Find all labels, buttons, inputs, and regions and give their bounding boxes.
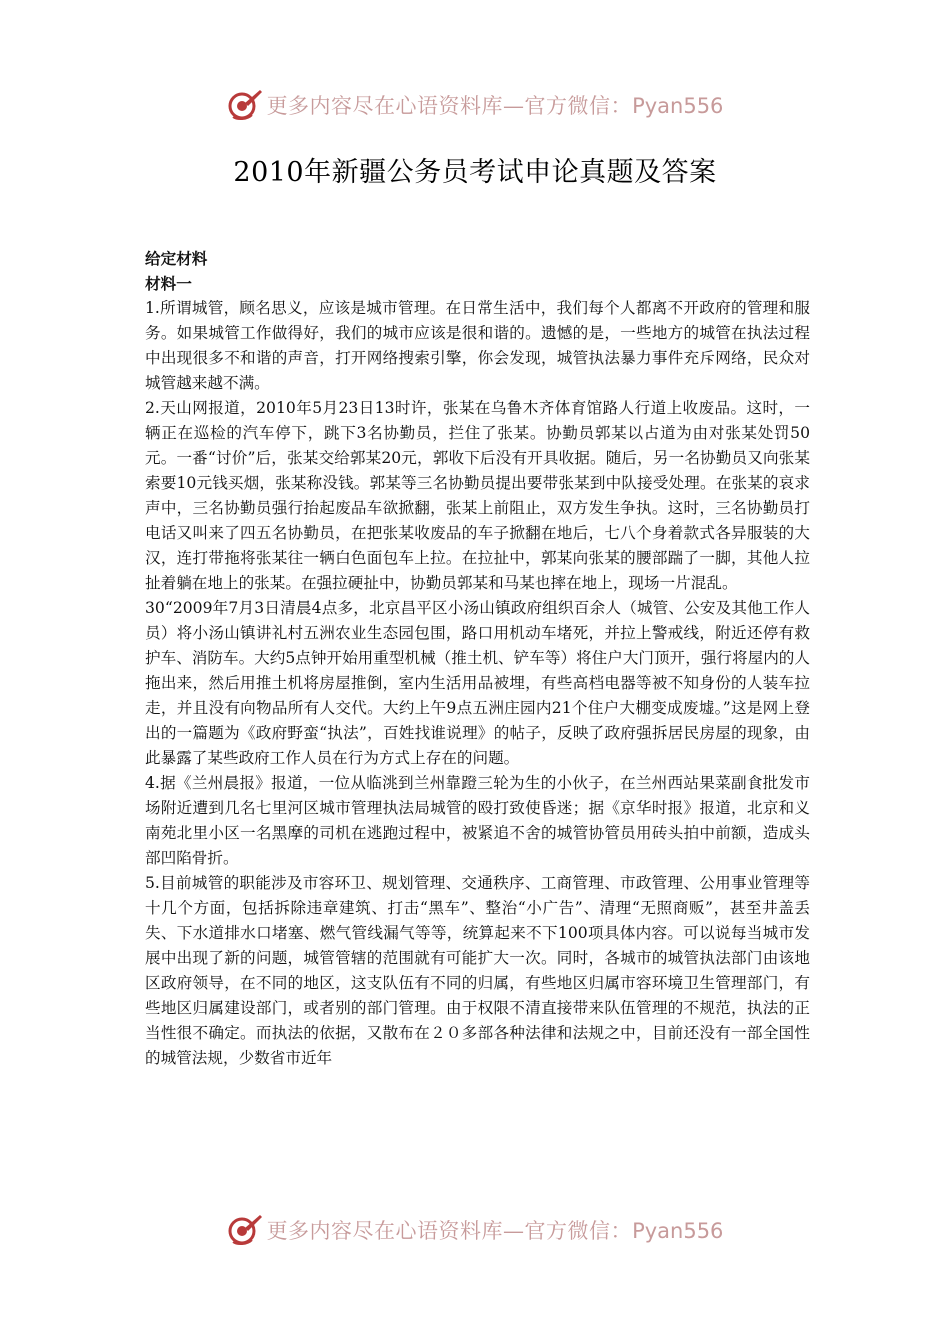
watermark-banner-top <box>0 80 950 130</box>
watermark-banner-bottom <box>0 1205 950 1255</box>
section-heading: 给定材料 <box>145 249 208 268</box>
paragraph-3: 30“2009年7月3日清晨4点多，北京昌平区小汤山镇政府组织百余人（城管、公安及其他工作人员）将小汤山镇讲礼村五洲农业生态园包围，路口用机动车堵死，并拉上警戒线，附近还停有救护车、消防车。大约5点钟开始用重型机械（推土机、铲车等）将住户大门顶开，强行将屋内的人拖出来，然后用推土机将房屋推倒，室内生活用品被埋，有些高档电器等被不知身份的人装车拉走，并且没有向物品所有人交代。大约上午9点五洲庄园内21个住户大棚变成废墟。”这是网上登出的一篇题为《政府野蛮“执法”，百姓找谁说理》的帖子，反映了政府强拆居民房屋的现象，由此暴露了某些政府工作人员在行为方式上存在的问题。 <box>145 599 810 767</box>
pen-logo-icon <box>227 87 263 123</box>
document-body <box>145 246 810 1071</box>
watermark-text: 更多内容尽在心语资料库—官方微信：Pyan556 <box>266 94 724 118</box>
paragraph-2: 2.天山网报道，2010年5月23日13时许，张某在乌鲁木齐体育馆路人行道上收废品。这时，一辆正在巡检的汽车停下，跳下3名协勤员，拦住了张某。协勤员郭某以占道为由对张某处罚50元。一番“讨价”后，张某交给郭某20元，郭收下后没有开具收据。随后，另一名协勤员又向张某索要10元钱买烟，张某称没钱。郭某等三名协勤员提出要带张某到中队接受处理。在张某的哀求声中，三名协勤员强行抬起废品车欲掀翻，张某上前阻止，双方发生争执。这时，三名协勤员打电话又叫来了四五名协勤员，在把张某收废品的车子掀翻在地后，七八个身着款式各异服装的大汉，连打带拖将张某往一辆白色面包车上拉。在拉扯中，郭某向张某的腰部踹了一脚，其他人拉扯着躺在地上的张某。在强拉硬扯中，协勤员郭某和马某也摔在地上，现场一片混乱。 <box>145 399 810 592</box>
pen-logo-icon <box>227 1212 263 1248</box>
paragraph-1: 1.所谓城管，顾名思义，应该是城市管理。在日常生活中，我们每个人都离不开政府的管理和服务。如果城管工作做得好，我们的城市应该是很和谐的。遗憾的是，一些地方的城管在执法过程中出现很多不和谐的声音，打开网络搜索引擎，你会发现，城管执法暴力事件充斥网络，民众对城管越来越不满。 <box>145 299 810 392</box>
paragraph-5: 5.目前城管的职能涉及市容环卫、规划管理、交通秩序、工商管理、市政管理、公用事业管理等十几个方面，包括拆除违章建筑、打击“黑车”、整治“小广告”、清理“无照商贩”，甚至井盖丢失、下水道排水口堵塞、燃气管线漏气等等，统算起来不下100项具体内容。可以说每当城市发展中出现了新的问题，城管管辖的范围就有可能扩大一次。同时，各城市的城管执法部门由该地区政府领导，在不同的地区，这支队伍有不同的归属，有些地区归属市容环境卫生管理部门，有些地区归属建设部门，或者别的部门管理。由于权限不清直接带来队伍管理的不规范，执法的正当性很不确定。而执法的依据，又散布在２０多部各种法律和法规之中，目前还没有一部全国性的城管法规，少数省市近年 <box>145 874 810 1067</box>
document-title: 2010年新疆公务员考试申论真题及答案 <box>233 157 717 188</box>
watermark-text: 更多内容尽在心语资料库—官方微信：Pyan556 <box>266 1219 724 1243</box>
paragraph-4: 4.据《兰州晨报》报道，一位从临洮到兰州靠蹬三轮为生的小伙子，在兰州西站果菜副食批发市场附近遭到几名七里河区城市管理执法局城管的殴打致使昏迷；据《京华时报》报道，北京和义南苑北里小区一名黑摩的司机在逃跑过程中，被紧追不舍的城管协管员用砖头拍中前额，造成头部凹陷骨折。 <box>145 774 810 867</box>
subsection-heading: 材料一 <box>145 274 192 293</box>
